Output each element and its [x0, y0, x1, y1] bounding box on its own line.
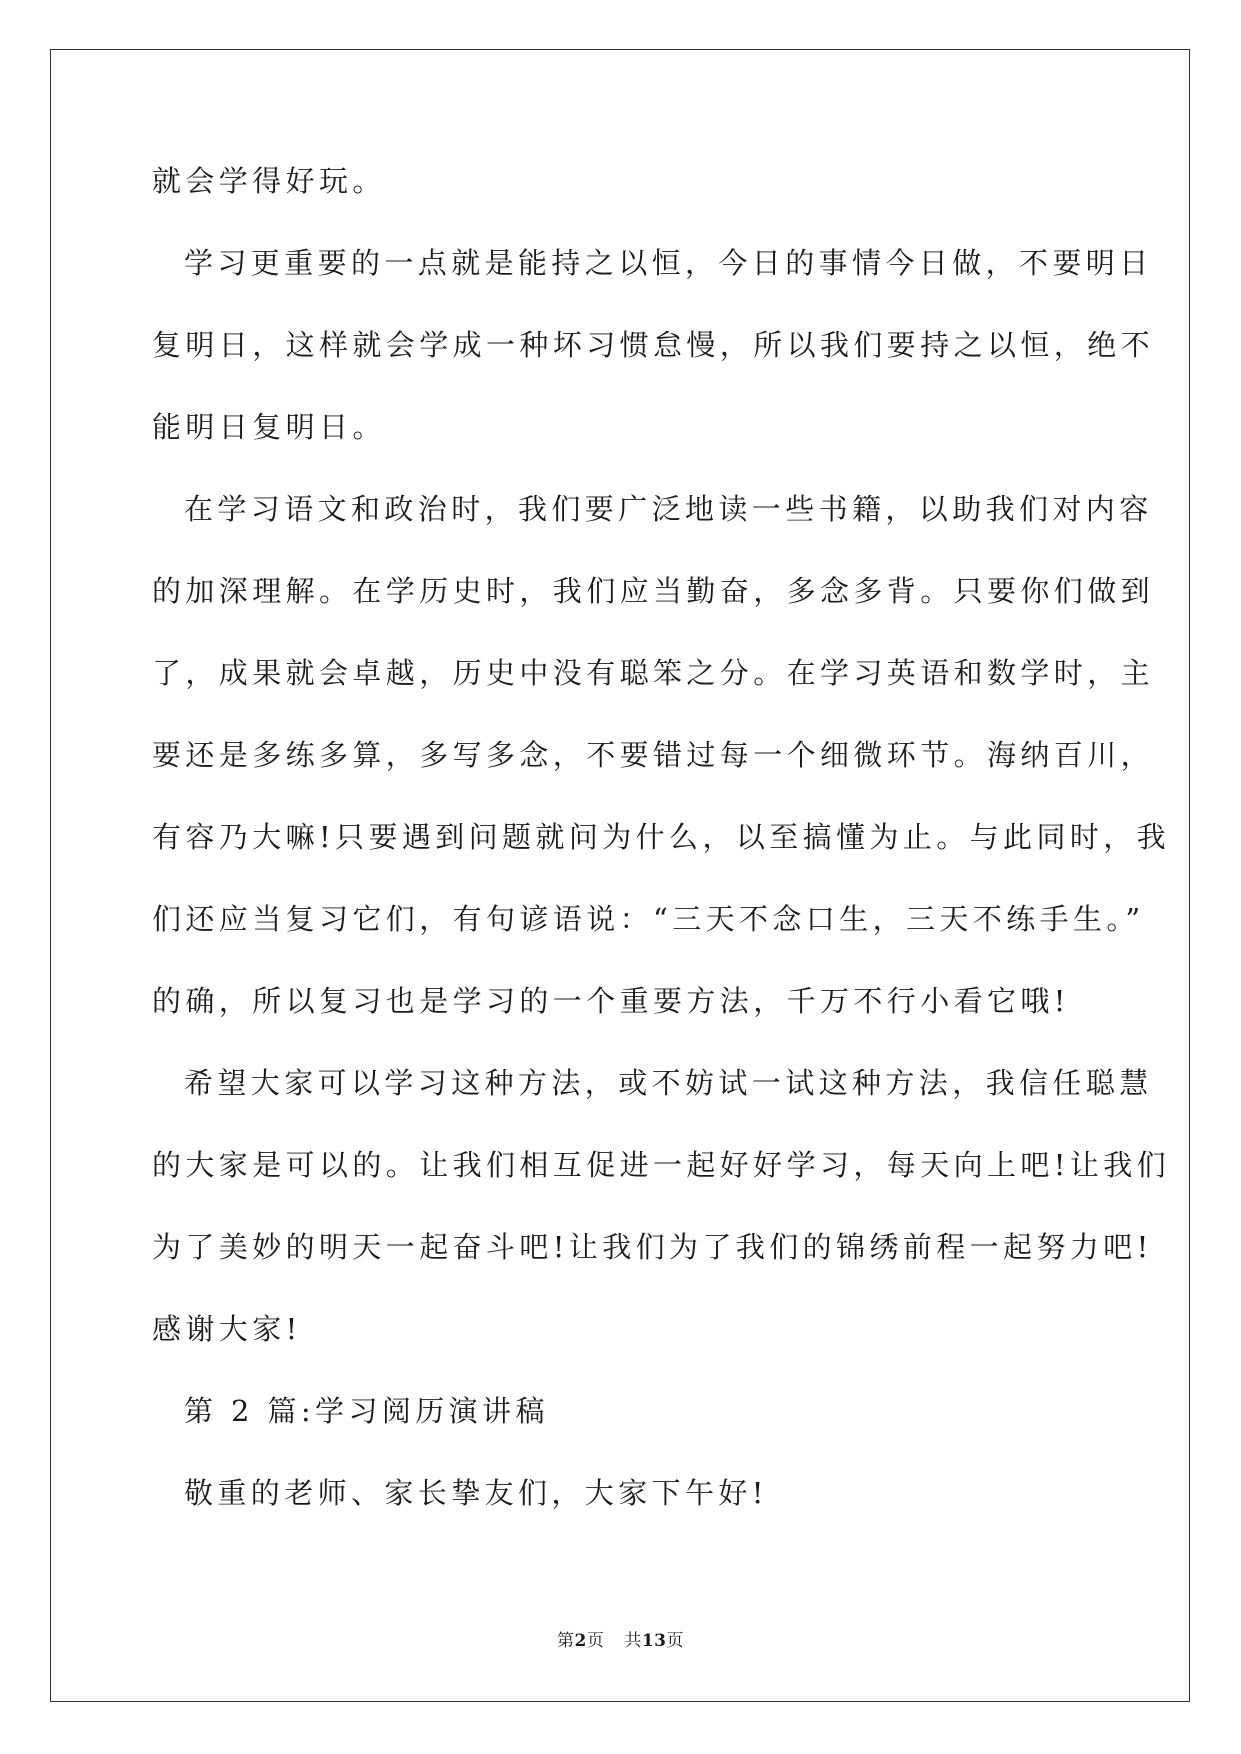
page-prefix: 第: [556, 1631, 575, 1651]
text-line: 们还应当复习它们，有句谚语说：“三天不念口生，三天不练手生。”: [152, 902, 1145, 936]
page-footer: [0, 1626, 1241, 1651]
text-line: 的加深理解。在学历史时，我们应当勤奋，多念多背。只要你们做到: [152, 574, 1155, 608]
text-line: 在学习语文和政治时，我们要广泛地读一些书籍，以助我们对内容: [184, 492, 1153, 526]
text-line: 能明日复明日。: [152, 410, 386, 444]
text-line: 的大家是可以的。让我们相互促进一起好好学习，每天向上吧!让我们: [152, 1148, 1171, 1182]
text-line: 感谢大家!: [152, 1312, 302, 1346]
total-suffix: 页: [666, 1631, 684, 1651]
text-line: 的确，所以复习也是学习的一个重要方法，千万不行小看它哦!: [152, 984, 1070, 1018]
text-line: 要还是多练多算，多写多念，不要错过每一个细微环节。海纳百川，: [152, 738, 1155, 772]
total-pages: 13: [641, 1631, 667, 1651]
text-line: 为了美妙的明天一起奋斗吧!让我们为了我们的锦绣前程一起努力吧!: [152, 1230, 1153, 1264]
page-number: 2: [574, 1631, 587, 1651]
text-line: 希望大家可以学习这种方法，或不妨试一试这种方法，我信任聪慧: [184, 1066, 1153, 1100]
text-line: 了，成果就会卓越，历史中没有聪笨之分。在学习英语和数学时，主: [152, 656, 1155, 690]
text-line: 学习更重要的一点就是能持之以恒，今日的事情今日做，不要明日: [184, 246, 1153, 280]
text-line: 有容乃大嘛!只要遇到问题就问为什么，以至搞懂为止。与此同时，我: [152, 820, 1171, 854]
text-line: 复明日，这样就会学成一种坏习惯怠慢，所以我们要持之以恒，绝不: [152, 328, 1155, 362]
text-line: 就会学得好玩。: [152, 164, 386, 198]
document-body: [152, 140, 1171, 1534]
total-prefix: 共: [624, 1631, 642, 1651]
section-heading: 第 2 篇:学习阅历演讲稿: [184, 1394, 549, 1428]
page-suffix: 页: [586, 1631, 605, 1651]
salutation-line: 敬重的老师、家长挚友们，大家下午好!: [184, 1476, 768, 1510]
